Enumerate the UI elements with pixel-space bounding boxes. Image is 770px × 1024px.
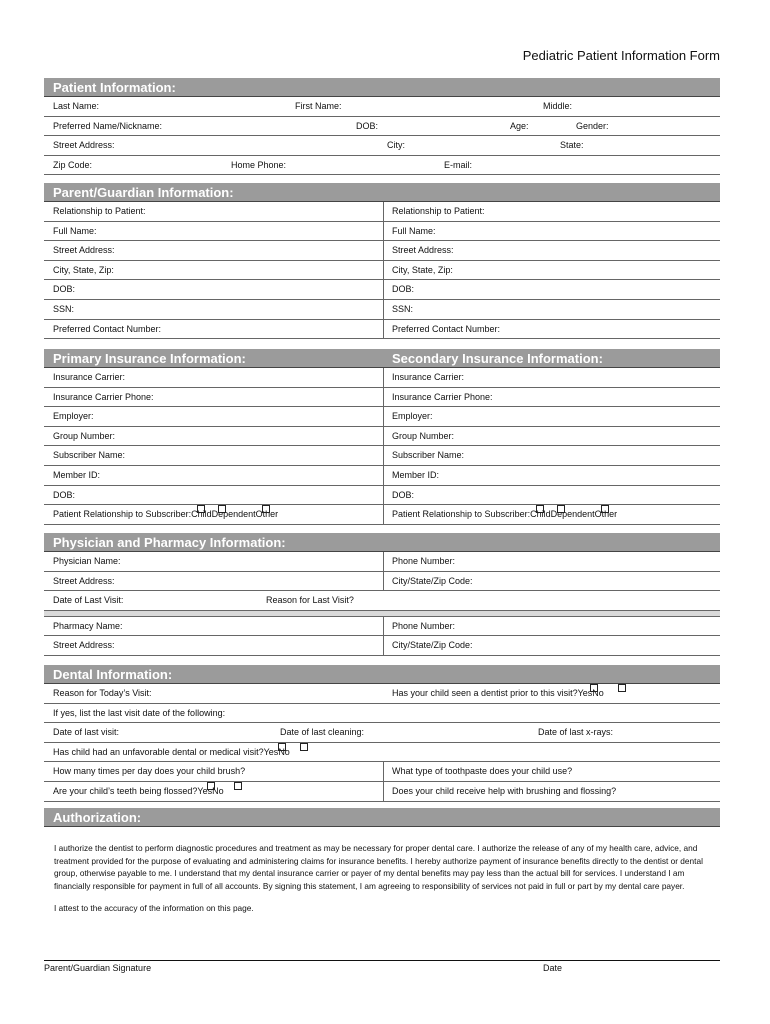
- last-name-label: Last Name:: [53, 101, 100, 111]
- unfavorable-yes-checkbox[interactable]: [278, 743, 286, 751]
- authorization-section: [44, 808, 720, 827]
- guardian-left-label[interactable]: Relationship to Patient:: [53, 206, 146, 216]
- dental-row-reason[interactable]: [44, 684, 720, 704]
- dental-row-unfavorable[interactable]: [44, 743, 720, 763]
- physician-heading: Physician and Pharmacy Information:: [44, 533, 720, 552]
- patient-heading: Patient Information:: [44, 78, 720, 97]
- patient-section: [44, 78, 720, 175]
- pharmacy-street-label: Street Address:: [53, 640, 115, 651]
- insurance-row: [44, 446, 720, 466]
- secondary-insurance-heading: Secondary Insurance Information:: [392, 351, 603, 366]
- physician-street-label: Street Address:: [53, 575, 115, 586]
- secondary-relationship[interactable]: Patient Relationship to Subscriber: Child Dependent Other: [392, 505, 617, 524]
- guardian-heading: Parent/Guardian Information:: [44, 183, 720, 202]
- guardian-right-label[interactable]: Relationship to Patient:: [392, 206, 485, 216]
- guardian-right-label[interactable]: City, State, Zip:: [392, 264, 453, 275]
- guardian-left-label[interactable]: Preferred Contact Number:: [53, 323, 162, 334]
- first-name-label: First Name:: [295, 101, 342, 111]
- insurance-row: [44, 427, 720, 447]
- physician-row-address[interactable]: [44, 572, 720, 592]
- insurance-left-label[interactable]: Member ID:: [53, 469, 101, 480]
- nickname-label: Preferred Name/Nickname:: [53, 120, 163, 131]
- seen-dentist-question: Has your child seen a dentist prior to this visit? Yes No: [392, 684, 604, 703]
- dental-section: [44, 665, 720, 802]
- guardian-row: [44, 222, 720, 242]
- floss-no-checkbox[interactable]: [234, 782, 242, 790]
- guardian-row: [44, 202, 720, 222]
- insurance-row: [44, 388, 720, 408]
- dental-row-ifyes: [44, 704, 720, 724]
- guardian-right-label[interactable]: Full Name:: [392, 225, 436, 236]
- guardian-right-label[interactable]: Preferred Contact Number:: [392, 323, 501, 334]
- guardian-left-label[interactable]: DOB:: [53, 284, 76, 295]
- insurance-left-label[interactable]: Group Number:: [53, 430, 116, 441]
- insurance-right-label[interactable]: Insurance Carrier Phone:: [392, 391, 493, 402]
- pharmacy-row-address[interactable]: [44, 636, 720, 656]
- seen-yes-checkbox[interactable]: [590, 684, 598, 692]
- insurance-right-label[interactable]: Subscriber Name:: [392, 450, 465, 461]
- authorization-text: [54, 842, 720, 925]
- unfavorable-no-checkbox[interactable]: [300, 743, 308, 751]
- dental-row-floss[interactable]: [44, 782, 720, 802]
- primary-child-checkbox[interactable]: [197, 505, 205, 513]
- city-label: City:: [387, 140, 405, 151]
- last-visit-label: Date of Last Visit:: [53, 595, 124, 606]
- primary-insurance-heading: Primary Insurance Information:: [53, 351, 246, 366]
- middle-label: Middle:: [543, 101, 573, 111]
- signature-line[interactable]: [44, 960, 720, 961]
- guardian-left-label[interactable]: Full Name:: [53, 225, 97, 236]
- insurance-right-label[interactable]: Insurance Carrier:: [392, 372, 465, 382]
- secondary-dependent-checkbox[interactable]: [557, 505, 565, 513]
- guardian-left-label[interactable]: SSN:: [53, 303, 75, 314]
- home-phone-label: Home Phone:: [231, 159, 287, 170]
- physician-row-name[interactable]: [44, 552, 720, 572]
- age-label: Age:: [510, 120, 529, 131]
- primary-dependent-checkbox[interactable]: [218, 505, 226, 513]
- brush-label: How many times per day does your child brush?: [53, 766, 246, 777]
- dental-heading: Dental Information:: [44, 665, 720, 684]
- dental-row-brush[interactable]: [44, 762, 720, 782]
- primary-relationship[interactable]: Patient Relationship to Subscriber: Child Dependent Other: [53, 505, 278, 524]
- insurance-left-label[interactable]: DOB:: [53, 489, 76, 500]
- physician-section: [44, 533, 720, 656]
- patient-row-address[interactable]: [44, 136, 720, 156]
- dob-label: DOB:: [356, 120, 379, 131]
- pharmacy-phone-label: Phone Number:: [392, 620, 456, 631]
- guardian-left-label[interactable]: City, State, Zip:: [53, 264, 114, 275]
- guardian-right-label[interactable]: DOB:: [392, 284, 415, 295]
- secondary-other-checkbox[interactable]: [601, 505, 609, 513]
- patient-row-name[interactable]: [44, 97, 720, 117]
- guardian-row: [44, 300, 720, 320]
- insurance-row: [44, 486, 720, 506]
- insurance-left-label[interactable]: Employer:: [53, 411, 94, 422]
- insurance-right-label[interactable]: DOB:: [392, 489, 415, 500]
- insurance-left-label[interactable]: Insurance Carrier:: [53, 372, 126, 382]
- insurance-row: [44, 407, 720, 427]
- secondary-child-checkbox[interactable]: [536, 505, 544, 513]
- guardian-row: [44, 280, 720, 300]
- zip-label: Zip Code:: [53, 159, 93, 170]
- floss-question: Are your child’s teeth being flossed? Yes No: [53, 782, 224, 801]
- insurance-left-label[interactable]: Subscriber Name:: [53, 450, 126, 461]
- insurance-right-label[interactable]: Member ID:: [392, 469, 440, 480]
- help-brushing-label: Does your child receive help with brushing and flossing?: [392, 785, 617, 796]
- guardian-row: [44, 241, 720, 261]
- unfavorable-question: Has child had an unfavorable dental or medical visit? Yes No: [53, 743, 290, 762]
- date-label: Date: [543, 963, 563, 973]
- insurance-right-label[interactable]: Group Number:: [392, 430, 455, 441]
- insurance-heading: [44, 349, 720, 368]
- gender-label: Gender:: [576, 120, 609, 131]
- insurance-left-label[interactable]: Insurance Carrier Phone:: [53, 391, 154, 402]
- physician-row-visit[interactable]: [44, 591, 720, 611]
- street-label: Street Address:: [53, 140, 115, 151]
- insurance-right-label[interactable]: Employer:: [392, 411, 433, 422]
- pharmacy-row-name[interactable]: [44, 617, 720, 637]
- authorization-heading: Authorization:: [44, 808, 720, 827]
- reason-last-visit-label: Reason for Last Visit?: [266, 595, 354, 606]
- insurance-relationship-row: [44, 505, 720, 525]
- last-dental-visit-label: Date of last visit:: [53, 727, 120, 738]
- email-label: E-mail:: [444, 159, 473, 170]
- if-yes-label: If yes, list the last visit date of the following:: [53, 707, 226, 718]
- physician-phone-label: Phone Number:: [392, 556, 456, 566]
- guardian-left-label[interactable]: Street Address:: [53, 245, 115, 256]
- guardian-right-label[interactable]: Street Address:: [392, 245, 454, 256]
- pharmacy-csz-label: City/State/Zip Code:: [392, 640, 473, 651]
- guardian-section: [44, 183, 720, 339]
- state-label: State:: [560, 140, 584, 151]
- seen-no-checkbox[interactable]: [618, 684, 626, 692]
- signature-label: Parent/Guardian Signature: [44, 963, 152, 973]
- primary-other-checkbox[interactable]: [262, 505, 270, 513]
- dental-row-dates[interactable]: [44, 723, 720, 743]
- guardian-row: [44, 320, 720, 340]
- insurance-section: [44, 349, 720, 525]
- patient-row-nickname[interactable]: [44, 117, 720, 137]
- insurance-row: [44, 368, 720, 388]
- pharmacy-name-label: Pharmacy Name:: [53, 620, 123, 631]
- last-cleaning-label: Date of last cleaning:: [280, 727, 365, 738]
- insurance-row: [44, 466, 720, 486]
- form-title: Pediatric Patient Information Form: [522, 48, 720, 63]
- floss-yes-checkbox[interactable]: [207, 782, 215, 790]
- physician-csz-label: City/State/Zip Code:: [392, 575, 473, 586]
- guardian-right-label[interactable]: SSN:: [392, 303, 414, 314]
- last-xrays-label: Date of last x-rays:: [538, 727, 614, 738]
- reason-today-label: Reason for Today’s Visit:: [53, 688, 152, 698]
- guardian-row: [44, 261, 720, 281]
- toothpaste-label: What type of toothpaste does your child use?: [392, 766, 573, 777]
- authorization-paragraph: I authorize the dentist to perform diagnostic procedures and treatment as may be necessary for proper dental care. I authorize the release of any of my health care, advice, and treatment provided for the purpose of evaluating and administering claims for insurance benefits. I hereby authorize payment of insurance benefits directly to the dentist or dental group, otherwise payable to me. I understand that my dental insurance carrier or payer of my dental benefits may pay less than the actual bill for services. I understand I am financially responsible for payment in full of all accounts. By signing this statement, I am agreeing to responsibility of services not paid in full or part by my dental care payer.: [54, 843, 703, 891]
- patient-row-contact[interactable]: [44, 156, 720, 176]
- physician-name-label: Physician Name:: [53, 556, 121, 566]
- attest-statement: I attest to the accuracy of the information on this page.: [54, 903, 254, 914]
